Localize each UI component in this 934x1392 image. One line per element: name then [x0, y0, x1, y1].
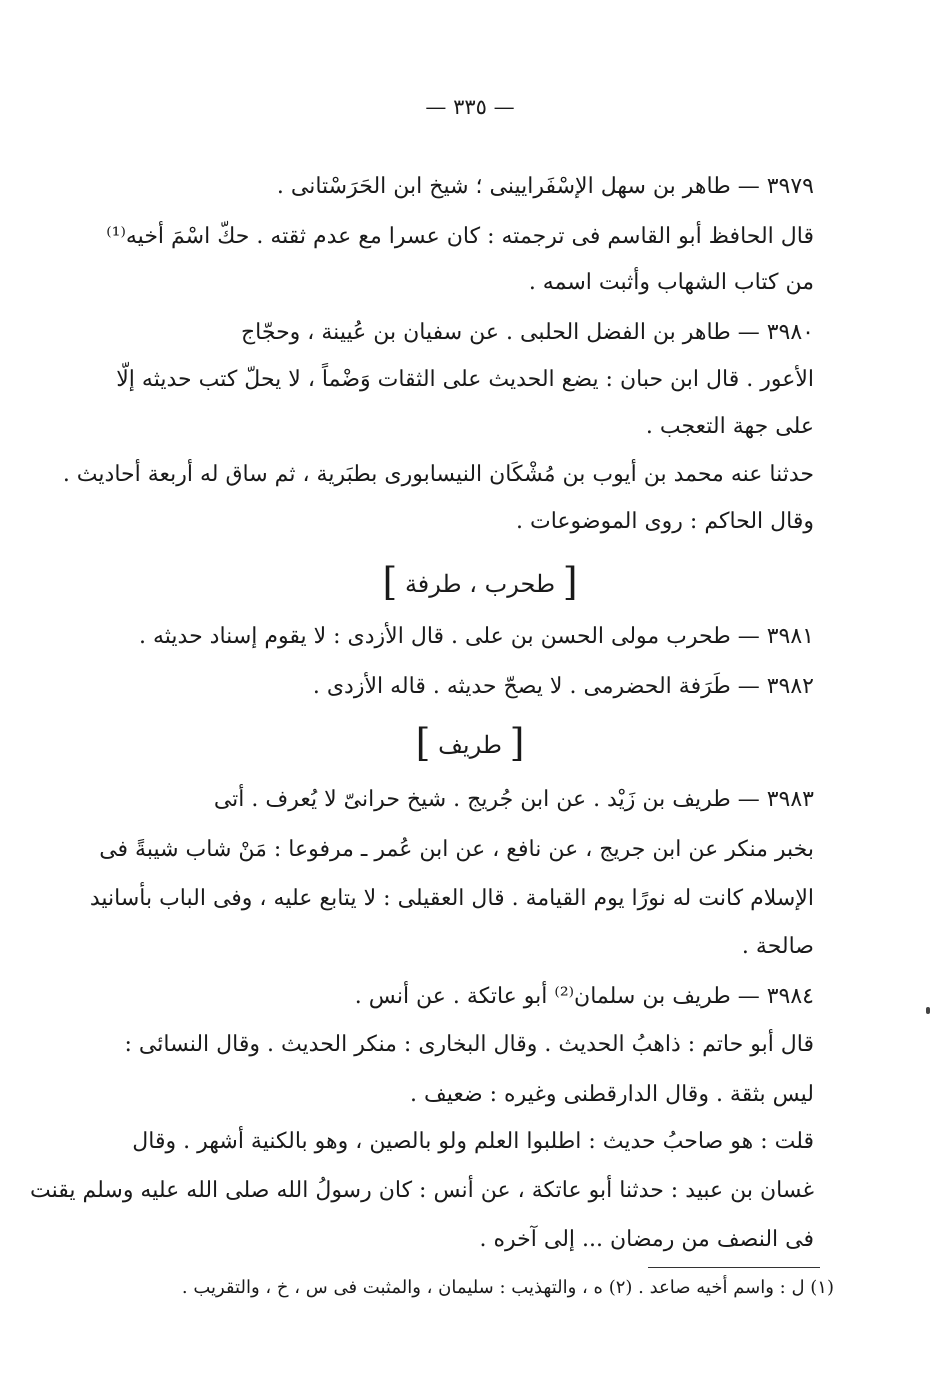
entry-3980-text: وقال الحاكم : روى الموضوعات .	[516, 509, 814, 534]
entry-3984-text: غسان بن عبيد : حدثنا أبو عاتكة ، عن أنس : كان رسولُ الله صلى الله عليه وسلم يقنت	[29, 1178, 814, 1203]
bracket-left: ]	[382, 560, 398, 604]
entry-3982: ٣٩٨٢ — طَرَفة الحضرمى . لا يصحّ حديثه . قاله الأزدى .	[312, 674, 814, 699]
bracket-right: [	[509, 721, 525, 765]
entry-3984-text: ليس بثقة . وقال الدارقطنى وغيره : ضعيف .	[409, 1082, 814, 1107]
footnote: (١) ل : واسم أخيه صاعد . (٢) ه ، والتهذيب : سليمان ، والمثبت فى س ، خ ، والتقريب .	[181, 1277, 834, 1298]
entry-3979-text: من كتاب الشهاب وأثبت اسمه .	[528, 270, 814, 295]
page-number: — ٣٣٥ —	[425, 95, 515, 119]
section-heading	[380, 560, 580, 604]
bracket-left: ]	[415, 721, 431, 765]
entry-3984-text: قلت : هو صاحبُ حديث : اطلبوا العلم ولو بالصين ، وهو بالكنية أشهر . وقال	[132, 1129, 814, 1154]
entry-3979-title: ٣٩٧٩ — طاهر بن سهل الإسْفَرايينى ؛ شيخ ابن الحَرَسْتانى .	[276, 174, 814, 199]
entry-3980-text: الأعور . قال ابن حبان : يضع الحديث على الثقات وَضْماً ، لا يحلّ كتب حديثه إلّا	[116, 367, 814, 392]
entry-3984-text: فى النصف من رمضان ... إلى آخره .	[479, 1227, 814, 1252]
entry-3983-text: بخبر منكر عن ابن جريج ، عن نافع ، عن ابن عُمر ـ مرفوعا : مَنْ شاب شيبةً فى	[99, 837, 814, 862]
entry-3980-title: ٣٩٨٠ — طاهر بن الفضل الحلبى . عن سفيان بن عُيينة ، وحجّاج	[240, 320, 814, 345]
entry-3979-text: قال الحافظ أبو القاسم فى ترجمته : كان عسرا مع عدم ثقته . حكّ اسْمَ أخيه⁽¹⁾	[106, 224, 814, 249]
entry-3984-title: ٣٩٨٤ — طريف بن سلمان⁽²⁾ أبو عاتكة . عن أنس .	[354, 984, 814, 1009]
entry-3983-text: الإسلام كانت له نورًا يوم القيامة . قال العقيلى : لا يتابع عليه ، وفى الباب بأسانيد	[89, 886, 814, 911]
entry-3983-text: صالحة .	[741, 934, 814, 959]
entry-3980-text: حدثنا عنه محمد بن أيوب بن مُشْكَان النيسابورى بطبَرية ، ثم ساق له أربعة أحاديث .	[62, 462, 814, 487]
entry-3984-text: قال أبو حاتم : ذاهبُ الحديث . وقال البخارى : منكر الحديث . وقال النسائى :	[124, 1032, 814, 1057]
footnote-divider	[648, 1267, 820, 1268]
margin-mark	[926, 1007, 930, 1014]
entry-3983-title: ٣٩٨٣ — طريف بن زَيْد . عن ابن جُريج . شيخ حرانىّ لا يُعرف . أتى	[213, 787, 814, 812]
bracket-right: [	[562, 560, 578, 604]
section-heading	[410, 721, 530, 765]
entry-3981: ٣٩٨١ — طحرب مولى الحسن بن على . قال الأزدى : لا يقوم إسناد حديثه .	[139, 624, 814, 649]
entry-3980-text: على جهة التعجب .	[645, 414, 814, 439]
section-heading-text: طحرب ، طرفة	[404, 570, 556, 598]
section-heading-text: طريف	[438, 731, 502, 759]
